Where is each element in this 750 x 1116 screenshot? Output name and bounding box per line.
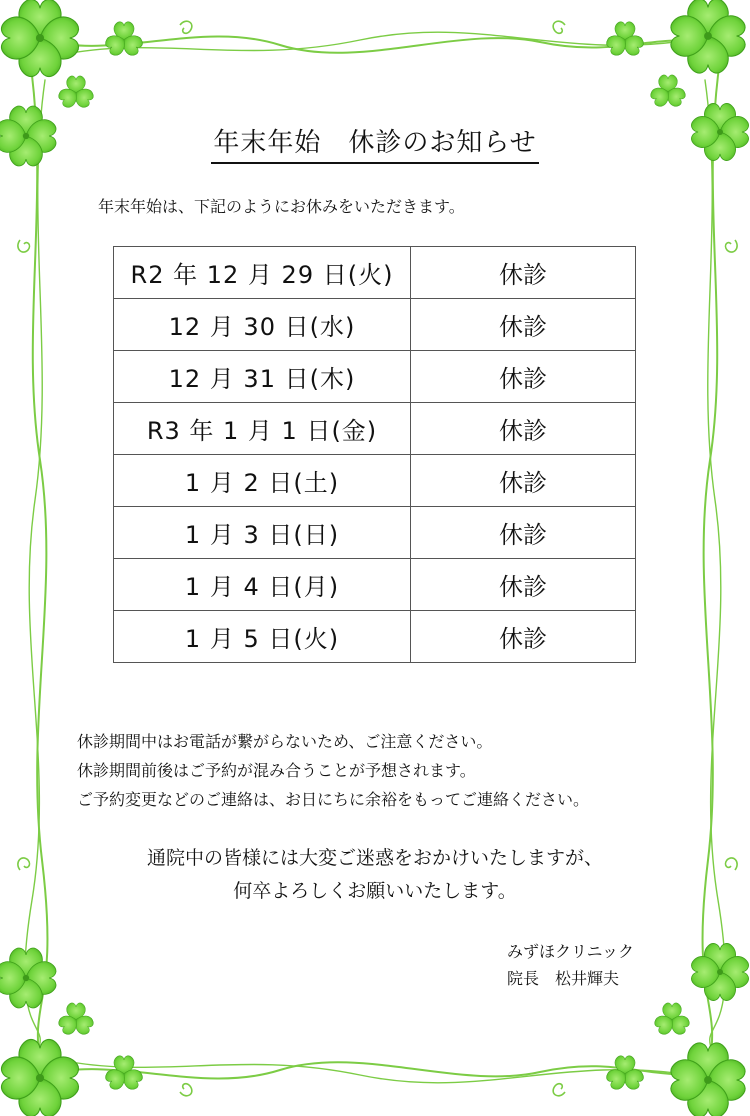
status-cell: 休診 (411, 455, 636, 507)
table-row (114, 351, 636, 403)
table-row (114, 507, 636, 559)
date-cell: 12 月 31 日(木) (114, 351, 411, 403)
date-cell: 1 月 3 日(日) (114, 507, 411, 559)
director-name: 院長 松井輝夫 (506, 969, 619, 988)
note-line: 休診期間中はお電話が繋がらないため、ご注意ください。 (77, 732, 493, 751)
table-row (114, 611, 636, 663)
table-row (114, 455, 636, 507)
status-cell: 休診 (411, 351, 636, 403)
date-cell: 1 月 2 日(土) (114, 455, 411, 507)
status-cell: 休診 (411, 299, 636, 351)
intro-text: 年末年始は、下記のようにお休みをいただきます。 (98, 197, 465, 216)
status-cell: 休診 (411, 403, 636, 455)
signature-block (507, 938, 634, 992)
date-cell: 1 月 4 日(月) (114, 559, 411, 611)
message-line: 通院中の皆様には大変ご迷惑をおかけいたしますが、 (146, 847, 603, 869)
notice-title-text: 年末年始 休診のお知らせ (211, 126, 538, 164)
note-line: 休診期間前後はご予約が混み合うことが予想されます。 (77, 761, 476, 780)
closure-schedule-table (113, 246, 636, 663)
notice-title (0, 126, 750, 164)
date-cell: R3 年 1 月 1 日(金) (114, 403, 411, 455)
table-row (114, 559, 636, 611)
date-cell: R2 年 12 月 29 日(火) (114, 247, 411, 299)
table-row (114, 299, 636, 351)
date-cell: 12 月 30 日(水) (114, 299, 411, 351)
message-line: 何卒よろしくお願いいたします。 (233, 880, 517, 902)
status-cell: 休診 (411, 559, 636, 611)
status-cell: 休診 (411, 247, 636, 299)
date-cell: 1 月 5 日(火) (114, 611, 411, 663)
status-cell: 休診 (411, 611, 636, 663)
table-row (114, 403, 636, 455)
apology-message (0, 842, 750, 908)
notes-block (77, 727, 589, 814)
status-cell: 休診 (411, 507, 636, 559)
table-row (114, 247, 636, 299)
note-line: ご予約変更などのご連絡は、お日にちに余裕をもってご連絡ください。 (77, 790, 590, 809)
clinic-name: みずほクリニック (506, 942, 634, 961)
